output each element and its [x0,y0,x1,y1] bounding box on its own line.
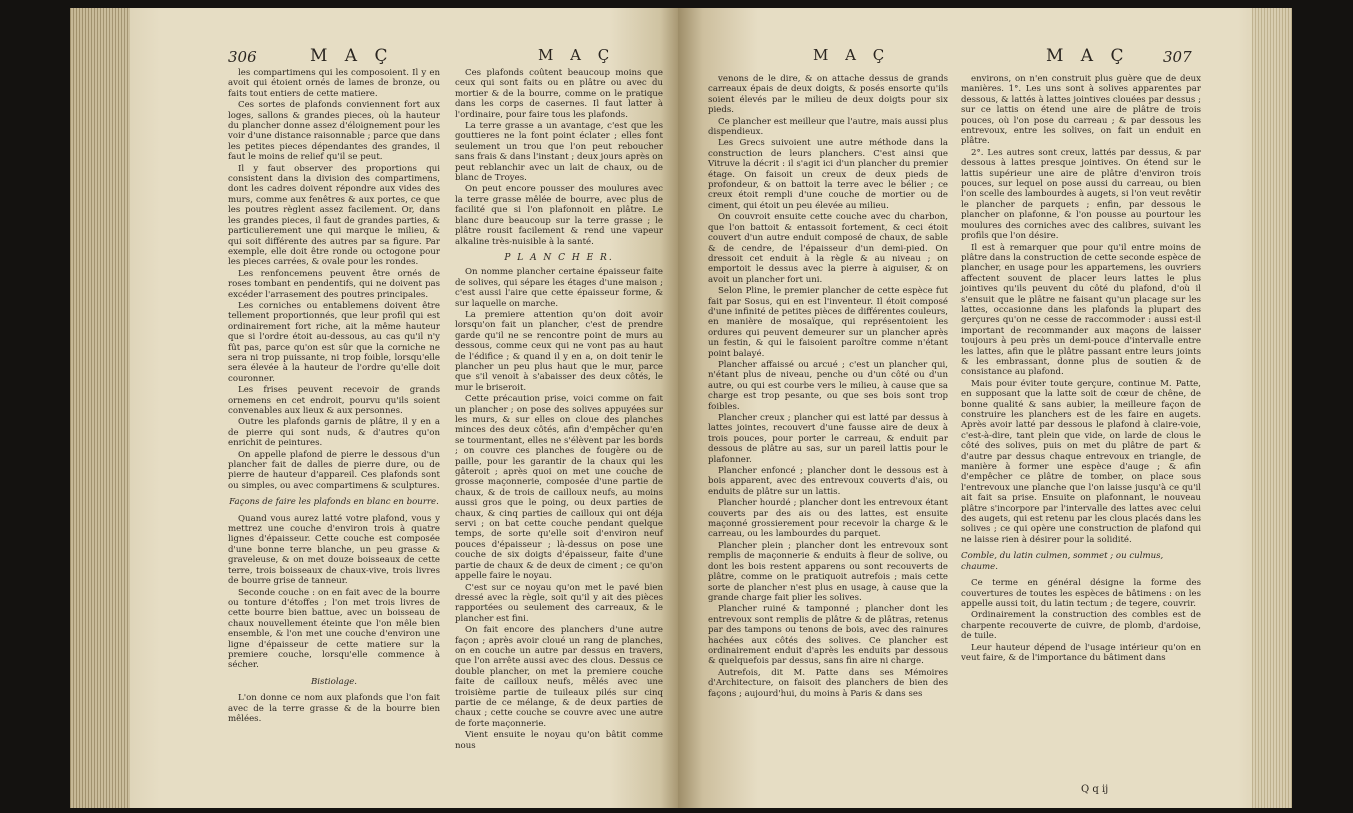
paragraph: Quand vous aurez latté votre plafond, vous y mettrez une couche d'environ trois à quatre lignes d'épaisseur. Cette couche est composée d'une bonne terre blanche, un peu grasse & graveleuse, & on met douze boisseaux de cette terre, trois boisseaux de chaux-vive, trois livres de bourre grise de tanneur. [228,513,440,587]
running-head-left-1: M A Ç [310,46,394,66]
paragraph: les compartimens qui les composoient. Il y en avoit qui étoient ornés de lames de bronze, ou faits tout entiers de cette matiere. [228,68,440,99]
paragraph: Outre les plafonds garnis de plâtre, il y en a de pierre qui sont nuds, & d'autres qu'on enrichit de peintures. [228,417,440,449]
paragraph: On peut encore pousser des moulures avec la terre grasse mêlée de bourre, avec plus de facilité que si l'on plafonnoit en plâtre. Le blanc dure beaucoup sur la terre grasse ; le plâtre rousit facilement & rend une vapeur alkaline très-nuisible à la santé. [455,184,663,247]
paragraph: Seconde couche : on en fait avec de la bourre ou tonture d'étoffes ; l'on met trois livres de cette bourre bien battue, avec un boisseau de chaux nouvellement éteinte que l'on mêle bien ensemble, & l'on met une couche d'environ une ligne d'épaisseur de cette matiere sur la premiere couche, lorsqu'elle commence à sécher. [228,587,440,671]
paragraph: Les corniches ou entablemens doivent être tellement proportionnés, que leur profil qui est ordinairement fort riche, ait la même hauteur que si l'ordre étoit au-dessous, au cas qu'il n'y fût pas, parce qu'on est sûr que la corniche ne sera ni trop puissante, ni trop foible, lorsqu'elle sera élevée à la hauteur de l'ordre qu'elle doit couronner. [228,300,440,384]
paragraph: Plancher hourdé ; plancher dont les entrevoux étant couverts par des ais ou des lattes, est ensuite maçonné grossierement pour recevoir la charge & le carreau, ou les lambourdes du parquet. [708,498,948,540]
paragraph: 2°. Les autres sont creux, lattés par dessus, & par dessous à lattes presque jointives. On étend sur le lattis supérieur une aire de plâtre d'environ trois pouces, sur lequel on pose aussi du carreau, ou bien l'on scelle des lambourdes à augets, si l'on veut revêtir le plancher de parquets ; enfin, par dessous le plancher on plafonne, & l'on pousse au pourtour les moulures des corniches avec des calibres, suivant les profils que l'on désire. [961,147,1201,242]
paragraph: Selon Pline, le premier plancher de cette espèce fut fait par Sosus, qui en est l'inventeur. Il étoit composé d'une infinité de petites pièces de différentes couleurs, en manière de mosaïque, qui représentoient les ordures qui peuvent demeurer sur un plancher après un festin, & qui le faisoient paroître comme n'étant point balayé. [708,286,948,359]
page-number-left: 306 [228,48,257,66]
paragraph: On fait encore des planchers d'une autre façon ; après avoir cloué un rang de planches, on en couche un autre par dessus en travers, que l'on arrête aussi avec des clous. Dessus ce double plancher, on met la premiere couche faite de cailloux neufs, mêlés avec une troisième partie de tuileaux pilés sur cinq partie de ce mélange, & de deux parties de chaux ; cette couche se couvre avec une autre de forte maçonnerie. [455,625,663,729]
section-heading: Façons de faire les plafonds en blanc en bourre. [229,497,439,508]
signature-mark: Q q ij [1081,784,1109,795]
paragraph: On nomme plancher certaine épaisseur faite de solives, qui sépare les étages d'une maison ; c'est aussi l'aire que cette épaisseur forme, & sur laquelle on marche. [455,267,663,309]
paragraph: Plancher affaissé ou arcué ; c'est un plancher qui, n'étant plus de niveau, penche ou d'un côté ou d'un autre, ou qui est courbe vers le milieu, à cause que sa charge est trop pesante, ou que ses bois sont trop foibles. [708,359,948,412]
paragraph: Autrefois, dit M. Patte dans ses Mémoires d'Architecture, on faisoit des planchers de bien des façons ; aujourd'hui, du moins à Paris & dans ses [708,667,948,699]
paragraph: Cette précaution prise, voici comme on fait un plancher ; on pose des solives appuyées sur les murs, & sur elles on cloue des planches minces des deux côtés, afin d'empêcher qu'en se tourmentant, elles ne s'élèvent par les bords ; on couvre ces planches de fougère ou de paille, pour les garantir de la chaux qui les gâteroit ; après quoi on met une couche de grosse maçonnerie, composée d'une partie de chaux, & de trois de cailloux neufs, au moins aussi gros que le poing, ou deux parties de chaux, & cinq parties de cailloux qui ont déja servi ; on bat cette couche pendant quelque temps, de sorte qu'elle soit d'environ neuf pouces d'épaisseur ; là-dessus on pose une couche de six doigts d'épaisseur, faite d'une partie de chaux & de deux de ciment ; ce qu'on appelle faire le noyau. [455,394,663,582]
paragraph: On appelle plafond de pierre le dessous d'un plancher fait de dalles de pierre dure, ou de pierre de hauteur d'appareil. Ces plafonds sont ou simples, ou avec compartimens & sculptures. [228,449,440,491]
paragraph: environs, on n'en construit plus guère que de deux manières. 1°. Les uns sont à solives apparentes par dessous, & lattés à lattes jointives clouées par dessus ; sur ce lattis on étend une aire de plâtre de trois pouces, où l'on pose du carreau ; & par dessous les entrevoux, entre les solives, on fait un enduit en plâtre. [961,74,1201,147]
paragraph: Ce terme en général désigne la forme des couvertures de toutes les espèces de bâtimens : on les appelle aussi toit, du latin tectum ; de tegere, couvrir. [961,578,1201,609]
left-page [70,8,678,808]
paragraph: L'on donne ce nom aux plafonds que l'on fait avec de la terre grasse & de la bourre bien mêlées. [228,693,440,724]
paragraph: Ce plancher est meilleur que l'autre, mais aussi plus dispendieux. [708,116,948,138]
paragraph: Ordinairement la construction des combles est de charpente recouverte de cuivre, de plomb, d'ardoise, de tuile. [961,610,1201,642]
paragraph: Mais pour éviter toute gerçure, continue M. Patte, en supposant que la latte soit de cœur de chêne, de bonne qualité & sans aubier, la meilleure façon de construire les planchers est de les faire en augets. Après avoir latté par dessous le plafond à claire-voie, c'est-à-dire, tant plein que vide, on larde de clous le côté des solives, puis on met du plâtre de part & d'autre par dessus chaque entrevoux en triangle, de manière à former une espèce d'auge ; & afin d'empêcher ce plâtre de tomber, on place sous l'entrevoux une planche que l'on laisse jusqu'à ce qu'il ait fait sa prise. Ensuite on plafonnant, le nouveau plâtre s'incorpore par l'intervalle des lattes avec celui des augets, qui est retenu par les clous placés dans les solives ; ce qui opère une construction de plafond qui ne laisse rien à désirer pour la solidité. [961,378,1201,545]
open-book [70,8,1292,808]
paragraph: La terre grasse a un avantage, c'est que les gouttieres ne la font point éclater ; elles font seulement un trou que l'on peut reboucher sans frais & dans l'instant ; deux jours après on peut reblanchir avec un lait de chaux, ou de blanc de Troyes. [455,121,663,184]
left-col1-paragraphs [228,68,440,491]
page-number-right: 307 [1163,48,1192,66]
paragraph: Plancher enfoncé ; plancher dont le dessous est à bois apparent, avec des entrevoux couverts d'ais, ou enduits de plâtre sur un lattis. [708,466,948,497]
paragraph: C'est sur ce noyau qu'on met le pavé bien dressé avec la règle, soit qu'il y ait des pièces rapportées ou seulement des carreaux, & le plancher est fini. [455,582,663,624]
left-column-1 [228,68,440,725]
paragraph: Il y faut observer des proportions qui consistent dans la division des compartimens, dont les cadres doivent répondre aux vides des murs, comme aux fenêtres & aux portes, ce que les poutres règlent assez facilement. Or, dans les grandes pieces, il faut de grandes parties, & particulierement une qui marque le milieu, & qui soit différente des autres par sa figure. Par exemple, elle doit être ronde ou octogone pour les pieces carrées, & ovale pour les rondes. [228,163,440,268]
running-head-left-2: M A Ç [538,46,616,64]
paragraph: Ces plafonds coûtent beaucoup moins que ceux qui sont faits ou en plâtre ou avec du mortier & de la bourre, comme on le pratique dans les corps de casernes. Il faut latter à l'ordinaire, pour faire tous les plafonds. [455,68,663,120]
paragraph: La premiere attention qu'on doit avoir lorsqu'on fait un plancher, c'est de prendre garde qu'il ne se rencontre point de murs au dessous, comme ceux qui ne vont pas au haut de l'édifice ; & quand il y en a, on doit tenir le plancher un peu plus haut que le mur, parce que s'il venoit à s'abaisser des deux côtés, le mur le briseroit. [455,309,663,393]
section-subheading: Bistiolage. [310,676,358,687]
right-page [678,8,1292,808]
paragraph: Plancher creux ; plancher qui est latté par dessus à lattes jointes, recouvert d'une fausse aire de deux à trois pouces, pour porter le carreau, & enduit par dessous de plâtre au sas, sur un pareil lattis pour le plafonner. [708,413,948,465]
left-column-2 [455,68,663,752]
running-head-right-2: M A Ç [1046,46,1130,66]
right-column-2 [961,74,1201,664]
entry-heading: Comble, du latin culmen, sommet ; ou culmus, chaume. [961,551,1164,572]
paragraph: Les Grecs suivoient une autre méthode dans la construction de leurs planchers. C'est ainsi que Vitruve la décrit : il s'agit ici d'un plancher du premier étage. On faisoit un creux de deux pieds de profondeur, & on battoit la terre avec le bélier ; ce creux étoit rempli d'une couche de mortier ou de ciment, qui étoit un peu élevée au milieu. [708,138,948,211]
paragraph: Ces sortes de plafonds conviennent fort aux loges, sallons & grandes pieces, où la hauteur du plancher donne assez d'éloignement pour les voir d'une distance raisonnable ; parce que dans les petites pieces dépendantes des grandes, il faut le moins de relief qu'il se peut. [228,100,441,163]
paragraph: Vient ensuite le noyau qu'on bâtit comme nous [455,730,663,751]
paragraph: Les renfoncemens peuvent être ornés de roses tombant en pendentifs, qui ne doivent pas excéder l'arrasement des poutres principales. [228,268,440,300]
article-heading: P L A N C H E R. [504,252,614,263]
left-page-edge [70,8,130,808]
right-column-1 [708,74,948,700]
right-page-edge [1252,8,1292,808]
paragraph: Plancher plein ; plancher dont les entrevoux sont remplis de maçonnerie & enduits à fleur de solive, ou dont les bois restent apparens ou sont recouverts de plâtre, comme on le pratiquoit autrefois ; mais cette sorte de plancher n'est plus en usage, à cause que la grande charge fait plier les solives. [708,540,948,603]
paragraph: Leur hauteur dépend de l'usage intérieur qu'on en veut faire, & de l'importance du bâtiment dans [961,642,1201,663]
running-head-right-1: M A Ç [813,46,891,64]
paragraph: Les frises peuvent recevoir de grands ornemens en cet endroit, pourvu qu'ils soient convenables aux lieux & aux personnes. [228,385,440,416]
paragraph: venons de le dire, & on attache dessus de grands carreaux épais de deux doigts, & posés ensorte qu'ils soient élevés par le milieu de deux doigts pour six pieds. [708,74,948,116]
paragraph: Il est à remarquer que pour qu'il entre moins de plâtre dans la construction de cette seconde espèce de plancher, en usage pour les appartemens, les ouvriers affectent souvent de placer leurs lattes le plus jointives qu'ils peuvent du côté du plafond, d'où il s'ensuit que le plâtre ne faisant qu'un placage sur les lattes, occasionne dans les plafonds la plupart des gerçures qu'on ne cesse de raccommoder : aussi est-il important de recommander aux maçons de laisser toujours à peu près un demi-pouce d'intervalle entre les lattes, afin que le plâtre passant entre leurs joints & les embrassant, donne plus de soutien & de consistance au plafond. [961,242,1201,378]
paragraph: Plancher ruiné & tamponné ; plancher dont les entrevoux sont remplis de plâtre & de plâtras, retenus par des tampons ou tenons de bois, avec des rainures hachées aux côtés des solives. Ce plancher est ordinairement enduit d'après les enduits par dessous & quelquefois par dessus, sans fin aire ni charge. [708,604,948,667]
paragraph: On couvroit ensuite cette couche avec du charbon, que l'on battoit & entassoit fortement, & ceci étoit couvert d'un autre enduit composé de chaux, de sable & de cendre, de l'épaisseur d'un demi-pied. On dressoit cet enduit à la règle & au niveau ; on emportoit le dessus avec la pierre à aiguiser, & on avoit un plancher fort uni. [708,212,948,285]
